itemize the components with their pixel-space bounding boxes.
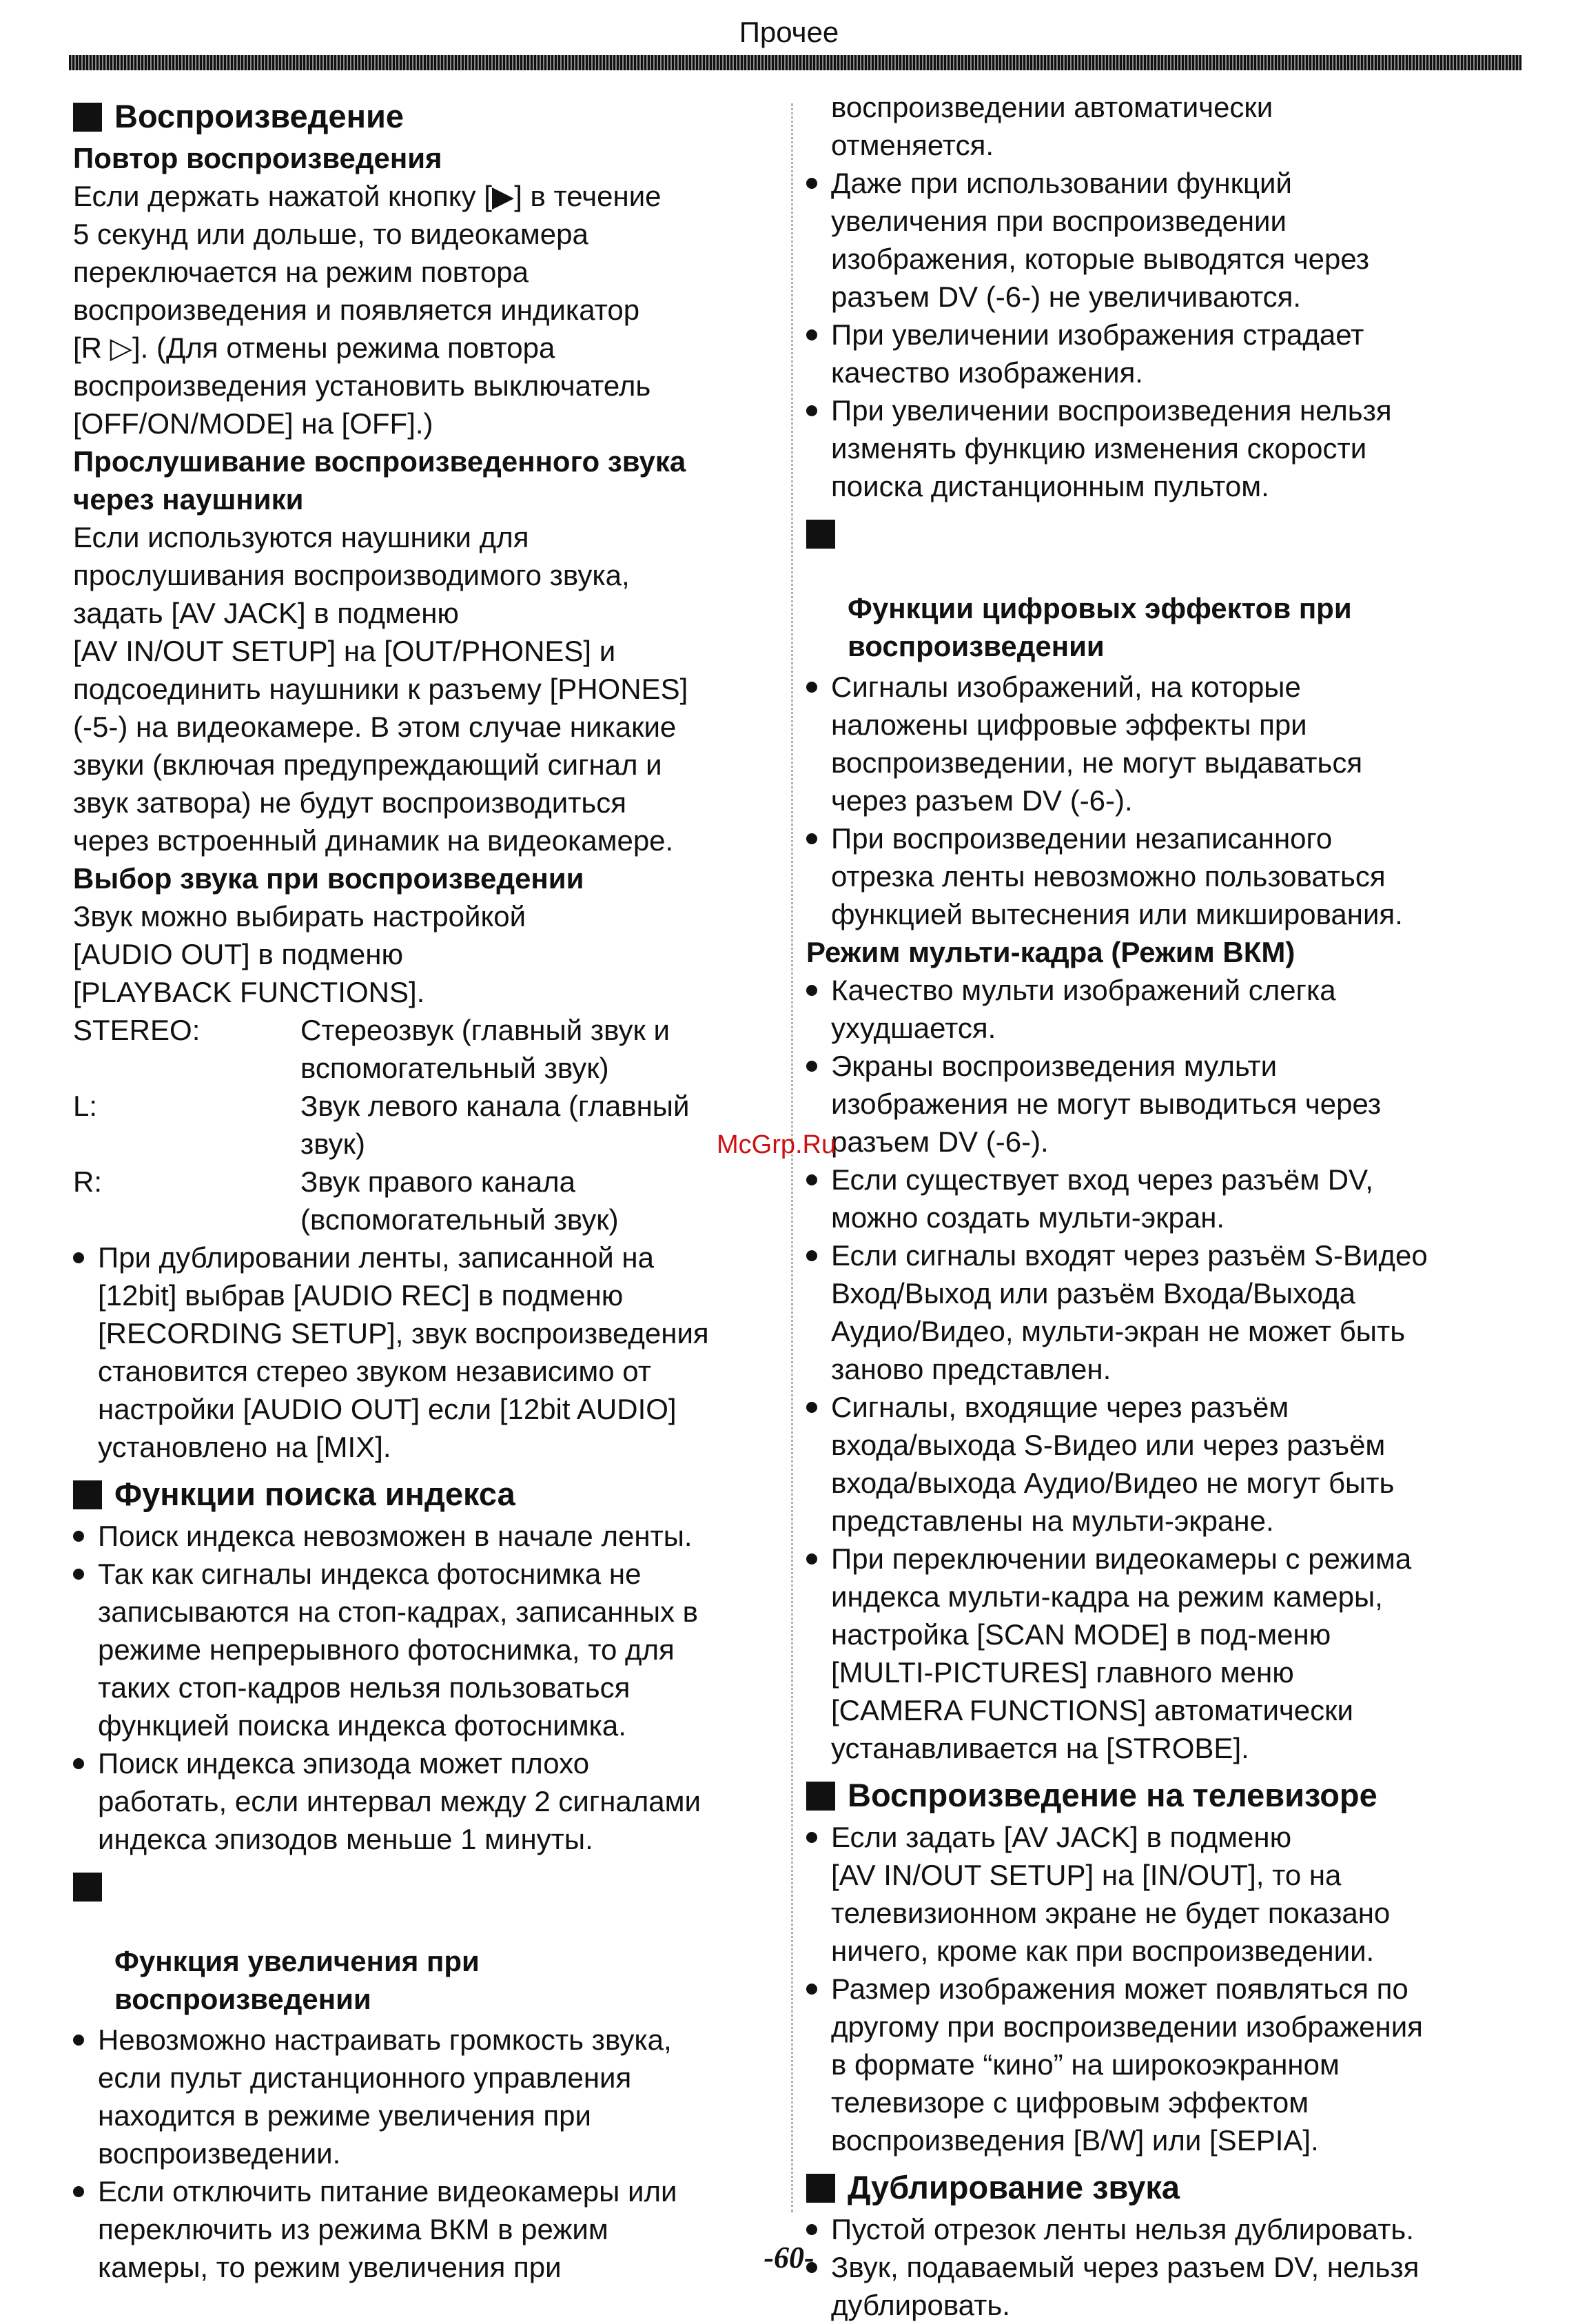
section-index-search — [73, 1474, 779, 1514]
list-item — [806, 1540, 1516, 1767]
section-title: Функции поиска индекса — [114, 1476, 515, 1512]
option-key: R: — [73, 1165, 102, 1198]
subheading-repeat: Повтор воспроизведения — [73, 142, 442, 174]
section-playback — [73, 96, 779, 136]
paragraph-zoom-continued: воспроизведении автоматически отменяется. — [831, 91, 1273, 161]
audio-option-row — [73, 1163, 779, 1239]
paragraph-repeat: Если держать нажатой кнопку [▶] в течение 5 секунд или дольше, то видеокамера переключается на режим повтора воспроизведения и появляется индикатор [R ▷]. (Для отмены режима повтора воспроизведения установить выключатель [OFF/ON/MODE] на [OFF].) — [73, 180, 662, 440]
paragraph-sound-select: Звук можно выбирать настройкой [AUDIO OUT] в подменю [PLAYBACK FUNCTIONS]. — [73, 900, 526, 1008]
option-key: STEREO: — [73, 1014, 201, 1046]
list-item-text: Звук, подаваемый через разъем DV, нельзя дублировать. — [831, 2251, 1420, 2321]
list-item — [806, 1236, 1516, 1388]
list-item-text: Так как сигналы индекса фотоснимка не записываются на стоп-кадрах, записанных в режиме непрерывного фотоснимка, то для таких стоп-кадров нельзя пользоваться функцией поиска индекса фотоснимка. — [98, 1558, 698, 1742]
list-item — [806, 1388, 1516, 1540]
option-value: Звук правого канала (вспомогательный звук) — [300, 1165, 619, 1236]
list-item — [806, 1970, 1516, 2159]
list-item-text: Даже при использовании функций увеличения при воспроизведении изображения, которые выводятся через разъем DV (-6-) не увеличиваются. — [831, 167, 1370, 313]
list-item — [73, 1517, 779, 1555]
list-item — [806, 668, 1516, 819]
audio-option-row — [73, 1087, 779, 1163]
list-item-text: Если задать [AV JACK] в подменю [AV IN/OUT SETUP] на [IN/OUT], то на телевизионном экране не будет показано ничего, кроме как при воспроизведении. — [831, 1821, 1391, 1967]
bullet-icon — [806, 682, 817, 693]
header-rule — [69, 55, 1521, 70]
section-title: Воспроизведение на телевизоре — [848, 1777, 1377, 1813]
list-item — [806, 164, 1516, 316]
list-item-text: При дублировании ленты, записанной на [12bit] выбрав [AUDIO REC] в подменю [RECORDING SETUP], звук воспроизведения становится стерео звуком независимо от настройки [AUDIO OUT] если [12bit AUDIO] установлено на [MIX]. — [98, 1241, 709, 1463]
audio-options-list — [73, 1011, 779, 1239]
list-item — [806, 391, 1516, 505]
section-title: Функции цифровых эффектов при воспроизведении — [848, 592, 1352, 662]
section-zoom — [73, 1866, 779, 2018]
bullet-icon — [806, 1061, 817, 1072]
bullet-icon — [73, 1252, 84, 1263]
section-square-icon — [73, 1873, 102, 1902]
list-item-text: Если сигналы входят через разъём S-Видео Вход/Выход или разъём Входа/Выхода Аудио/Видео, мульти-экран не может быть заново представлен. — [831, 1239, 1428, 1385]
section-digital-effects — [806, 513, 1516, 665]
option-value: Стереозвук (главный звук и вспомогательный звук) — [300, 1014, 670, 1084]
bullet-list-playback — [73, 1239, 779, 1466]
list-item — [806, 1818, 1516, 1970]
list-item-text: Пустой отрезок ленты нельзя дублировать. — [831, 2213, 1414, 2245]
section-audio-dub — [806, 2168, 1516, 2208]
list-item-text: При увеличении воспроизведения нельзя изменять функцию изменения скорости поиска дистанционным пультом. — [831, 394, 1392, 502]
list-item — [806, 1047, 1516, 1161]
list-item-text: При увеличении изображения страдает качество изображения. — [831, 318, 1364, 389]
list-item-text: Невозможно настраивать громкость звука, если пульт дистанционного управления находится в режиме увеличения при воспроизведении. — [98, 2024, 672, 2170]
list-item-text: Если отключить питание видеокамеры или переключить из режима ВКМ в режим камеры, то режим увеличения при — [98, 2175, 677, 2283]
bullet-icon — [806, 833, 817, 844]
list-item-text: Поиск индекса эпизода может плохо работать, если интервал между 2 сигналами индекса эпизодов меньше 1 минуты. — [98, 1747, 701, 1855]
section-tv-playback — [806, 1775, 1516, 1815]
bullet-icon — [806, 329, 817, 340]
right-column — [806, 88, 1516, 2324]
list-item-text: При воспроизведении незаписанного отрезка ленты невозможно пользоваться функцией вытеснения или микширования. — [831, 822, 1403, 930]
bullet-icon — [806, 2224, 817, 2235]
bullet-icon — [806, 1984, 817, 1995]
list-item — [806, 819, 1516, 933]
section-square-icon — [73, 103, 102, 132]
option-key: L: — [73, 1090, 98, 1122]
list-item — [73, 2021, 779, 2172]
list-item-text: При переключении видеокамеры с режима индекса мульти-кадра на режим камеры, настройка [SCAN MODE] в под-меню [MULTI-PICTURES] главного меню [CAMERA FUNCTIONS] автоматически устанавливается на [STROBE]. — [831, 1542, 1412, 1764]
bullet-icon — [73, 1531, 84, 1542]
section-square-icon — [73, 1480, 102, 1509]
bullet-icon — [806, 405, 817, 416]
subheading-multi-frame: Режим мульти-кадра (Режим ВКМ) — [806, 936, 1295, 968]
page-number: -60- — [764, 2241, 814, 2274]
bullet-icon — [806, 178, 817, 189]
section-title: Дублирование звука — [848, 2169, 1180, 2205]
audio-option-row — [73, 1011, 779, 1087]
list-item — [806, 1161, 1516, 1236]
bullet-list-index-search — [73, 1517, 779, 1858]
bullet-icon — [806, 1174, 817, 1185]
left-column — [73, 88, 779, 2286]
section-title: Воспроизведение — [114, 98, 404, 134]
list-item-text: Качество мульти изображений слегка ухудшается. — [831, 974, 1336, 1044]
bullet-list-tv-playback — [806, 1818, 1516, 2159]
section-square-icon — [806, 1782, 835, 1811]
bullet-icon — [73, 2035, 84, 2046]
bullet-icon — [806, 985, 817, 996]
list-item-text: Экраны воспроизведения мульти изображения не могут выводиться через разъем DV (-6-). — [831, 1050, 1382, 1158]
bullet-icon — [806, 1402, 817, 1413]
section-title: Функция увеличения при воспроизведении — [114, 1945, 480, 2015]
bullet-icon — [806, 1250, 817, 1261]
bullet-list-multi-frame — [806, 971, 1516, 1767]
page-header-title: Прочее — [739, 16, 839, 48]
list-item-text: Сигналы изображений, на которые наложены цифровые эффекты при воспроизведении, не могут выдаваться через разъем DV (-6-). — [831, 671, 1363, 817]
bullet-icon — [806, 1553, 817, 1564]
option-value: Звук левого канала (главный звук) — [300, 1090, 690, 1160]
section-square-icon — [806, 520, 835, 549]
bullet-icon — [73, 1569, 84, 1580]
subheading-sound-select: Выбор звука при воспроизведении — [73, 862, 584, 895]
bullet-icon — [73, 2186, 84, 2197]
paragraph-headphones: Если используются наушники для прослушивания воспроизводимого звука, задать [AV JACK] в подменю [AV IN/OUT SETUP] на [OUT/PHONES] и подсоединить наушники к разъему [PHONES] (-5-) на видеокамере. В этом случае никакие звуки (включая предупреждающий сигнал и звук затвора) не будут воспроизводиться через встроенный динамик на видеокамере. — [73, 521, 688, 857]
list-item-text: Если существует вход через разъём DV, можно создать мульти-экран. — [831, 1163, 1373, 1234]
bullet-list-digital-effects — [806, 668, 1516, 933]
list-item — [806, 971, 1516, 1047]
list-item — [73, 1239, 779, 1466]
list-item — [73, 1744, 779, 1858]
bullet-icon — [806, 1832, 817, 1843]
bullet-list-zoom-continued — [806, 164, 1516, 505]
list-item — [73, 1555, 779, 1744]
list-item — [806, 316, 1516, 391]
bullet-icon — [73, 1758, 84, 1769]
list-item-text: Размер изображения может появляться по другому при воспроизведении изображения в формате “кино” на широкоэкранном телевизоре с цифровым эффектом воспроизведения [B/W] или [SEPIA]. — [831, 1973, 1423, 2157]
watermark: McGrp.Ru — [717, 1130, 837, 1159]
section-square-icon — [806, 2174, 835, 2203]
subheading-headphones: Прослушивание воспроизведенного звука через наушники — [73, 445, 686, 516]
list-item-text: Сигналы, входящие через разъём входа/выхода S-Видео или через разъём входа/выхода Аудио/Видео не могут быть представлены на мульти-экране. — [831, 1391, 1395, 1537]
list-item-text: Поиск индекса невозможен в начале ленты. — [98, 1520, 693, 1552]
